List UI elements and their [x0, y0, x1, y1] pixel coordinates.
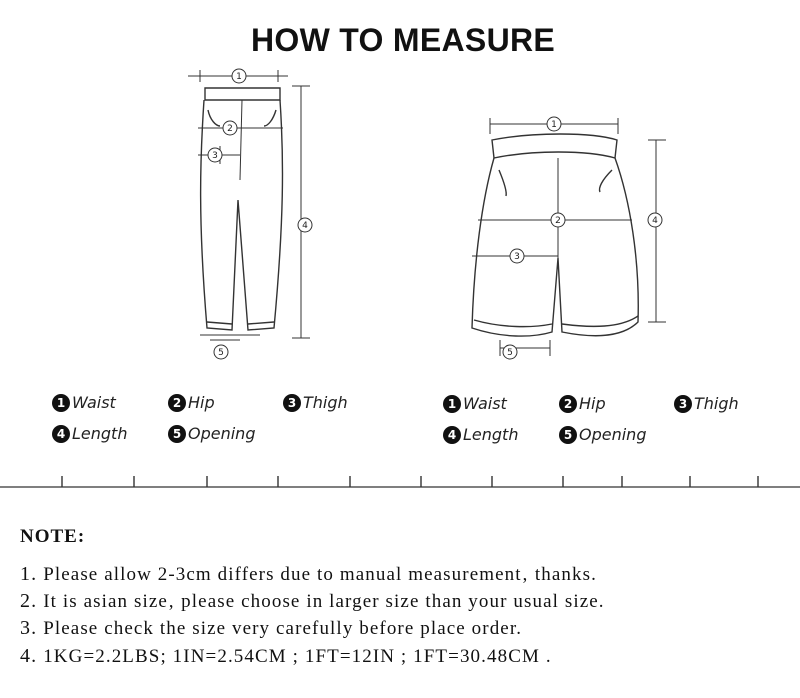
legend-label: Opening — [579, 425, 647, 444]
legend-label: Thigh — [303, 393, 348, 412]
number-4-icon: 4 — [443, 426, 461, 444]
note-heading-text: NOTE — [20, 526, 78, 547]
shorts-marker-3: 3 — [514, 252, 520, 262]
note-heading-colon: : — [77, 526, 86, 547]
note-text: It is asian size‚ please choose in larger size than your usual size. — [43, 591, 605, 612]
number-5-icon: 5 — [168, 425, 186, 443]
number-2-icon: 2 — [168, 394, 186, 412]
note-number: 4. — [20, 645, 38, 667]
number-5-icon: 5 — [559, 426, 577, 444]
shorts-marker-5: 5 — [507, 348, 513, 358]
page-title: HOW TO MEASURE — [250, 22, 556, 58]
ruler-divider — [0, 470, 800, 490]
legend-label: Waist — [72, 393, 116, 412]
legend-label: Thigh — [694, 394, 739, 413]
note-number: 1. — [20, 563, 38, 585]
legend-right-hip — [559, 394, 606, 413]
legend-right-thigh — [674, 394, 739, 413]
shorts-marker-2: 2 — [555, 216, 561, 226]
legend-label: Length — [72, 424, 128, 443]
number-2-icon: 2 — [559, 395, 577, 413]
note-line-2 — [20, 590, 605, 613]
number-3-icon: 3 — [674, 395, 692, 413]
legend-label: Length — [463, 425, 519, 444]
note-number: 3. — [20, 617, 38, 639]
pants-marker-4: 4 — [302, 221, 308, 231]
number-1-icon: 1 — [443, 395, 461, 413]
note-text: Please check the size very carefully before place order. — [43, 618, 523, 639]
number-3-icon: 3 — [283, 394, 301, 412]
shorts-marker-4: 4 — [652, 216, 658, 226]
legend-right-waist — [443, 394, 507, 413]
note-text: Please allow 2-3cm differs due to manual measurement‚ thanks. — [43, 564, 597, 585]
pants-marker-2: 2 — [227, 124, 233, 134]
note-line-3 — [20, 617, 522, 640]
pants-marker-1: 1 — [236, 72, 242, 82]
legend-right-opening — [559, 425, 646, 444]
number-4-icon: 4 — [52, 425, 70, 443]
note-text: 1KG=2.2LBS; 1IN=2.54CM ; 1FT=12IN ; 1FT=30.48CM . — [43, 646, 552, 667]
shorts-marker-1: 1 — [551, 120, 557, 130]
pants-marker-3: 3 — [212, 151, 218, 161]
note-heading — [20, 526, 85, 548]
note-number: 2. — [20, 590, 38, 612]
legend-right-length — [443, 425, 518, 444]
legend-label: Opening — [188, 424, 256, 443]
number-1-icon: 1 — [52, 394, 70, 412]
legend-label: Hip — [579, 394, 606, 413]
note-line-1 — [20, 563, 597, 586]
legend-label: Hip — [188, 393, 215, 412]
pants-marker-5: 5 — [218, 348, 224, 358]
note-line-4 — [20, 645, 552, 668]
legend-label: Waist — [463, 394, 507, 413]
